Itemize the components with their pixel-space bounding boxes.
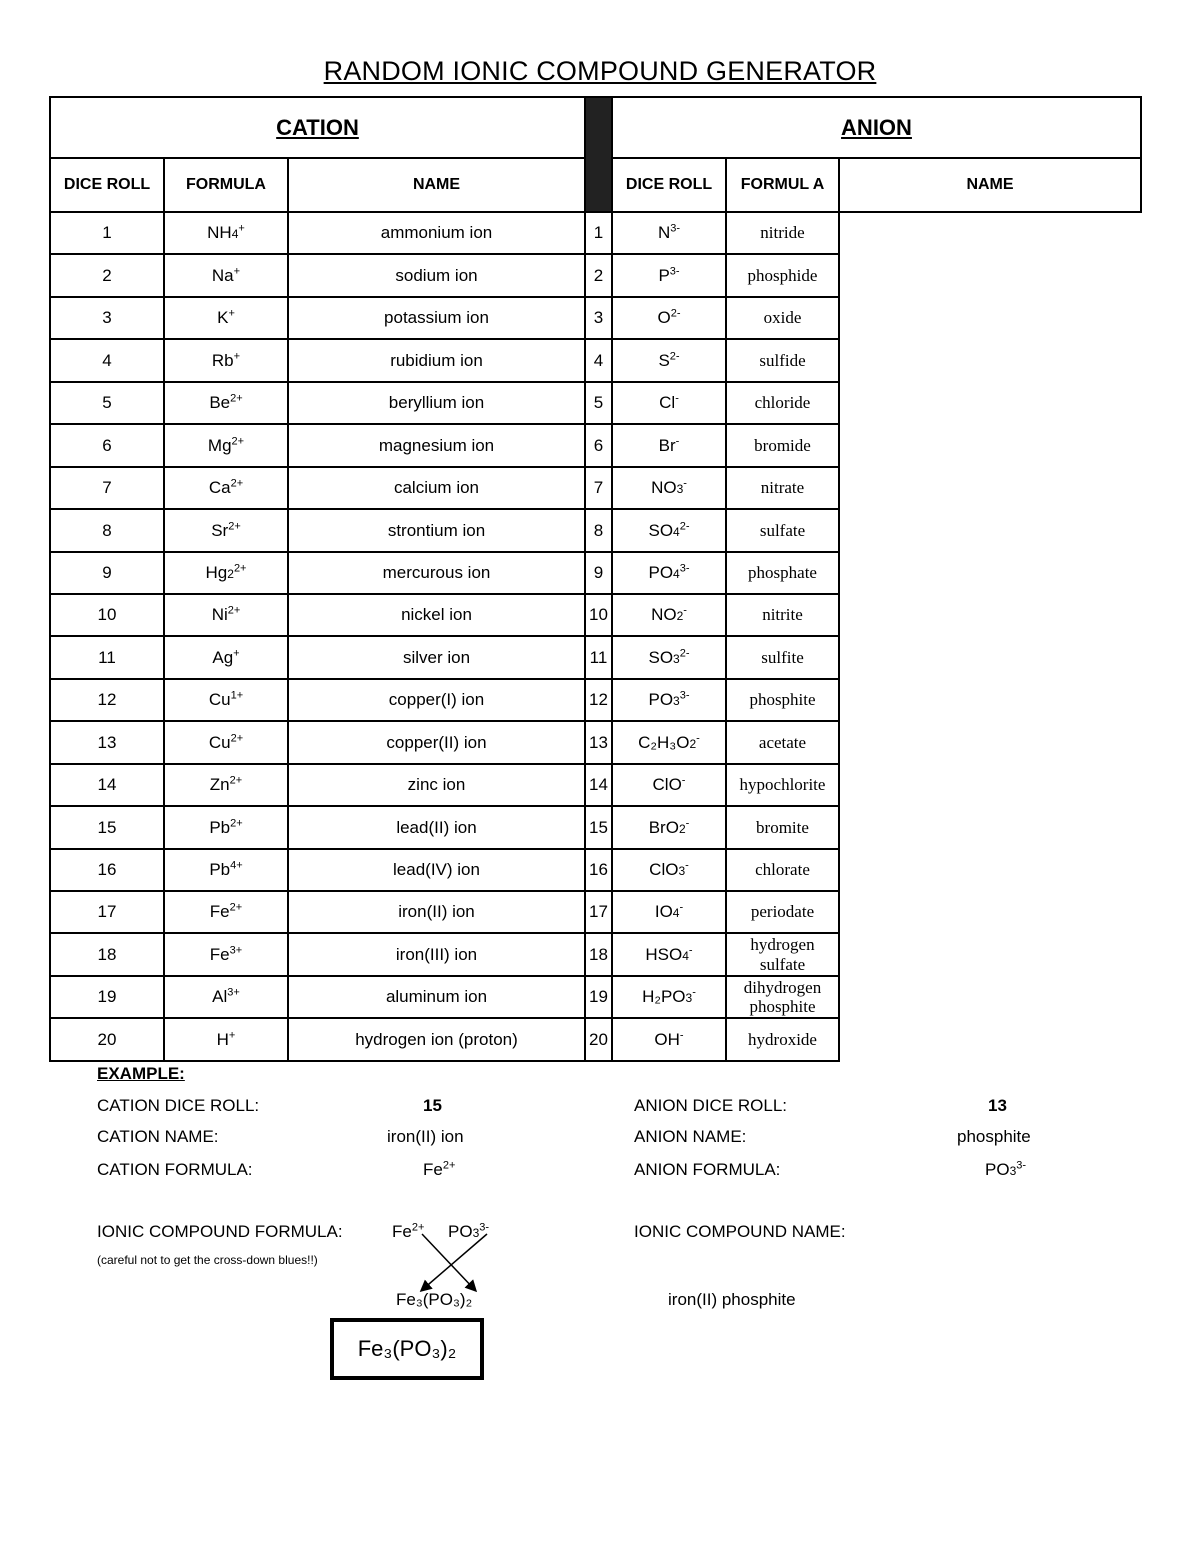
cation-formula: $Cu^{1+}$ [164, 679, 288, 721]
anion-dice-roll: 8 [585, 509, 612, 551]
anion-dice-roll: 4 [585, 339, 612, 381]
anion-name: hydroxide [726, 1018, 839, 1060]
table-row [50, 976, 1141, 1018]
table-row [50, 594, 1141, 636]
cation-formula: $Fe^{2+}$ [164, 891, 288, 933]
cation-formula: NH4+ [164, 212, 288, 254]
anion-name: phosphide [726, 254, 839, 296]
cation-name: aluminum ion [288, 976, 585, 1018]
col-header-name: NAME [288, 158, 585, 212]
final-formula: Fe₃(PO₃)₂ [357, 1336, 457, 1361]
cation-name: ammonium ion [288, 212, 585, 254]
cation-name: lead(II) ion [288, 806, 585, 848]
cation-dice-roll: 10 [50, 594, 164, 636]
anion-dice-roll: 15 [585, 806, 612, 848]
cation-name: copper(I) ion [288, 679, 585, 721]
anion-name: hypochlorite [726, 764, 839, 806]
cation-formula: $Cu^{2+}$ [164, 721, 288, 763]
cation-name: sodium ion [288, 254, 585, 296]
anion-dice-roll: 20 [585, 1018, 612, 1060]
anion-formula: $P^{3-}$ [612, 254, 726, 296]
anion-formula: H₂PO3- [612, 976, 726, 1018]
cation-dice-roll: 8 [50, 509, 164, 551]
anion-name: acetate [726, 721, 839, 763]
cation-name: potassium ion [288, 297, 585, 339]
anion-formula-label: ANION FORMULA: [634, 1160, 781, 1179]
col-header-dice-roll: DICE ROLL [612, 158, 726, 212]
cation-formula: $Ni^{2+}$ [164, 594, 288, 636]
anion-dice-roll: 7 [585, 467, 612, 509]
anion-dice-roll: 17 [585, 891, 612, 933]
cation-formula: $Ca^{2+}$ [164, 467, 288, 509]
anion-formula: OH- [612, 1018, 726, 1060]
anion-name: phosphite [726, 679, 839, 721]
cation-dice-roll: 17 [50, 891, 164, 933]
anion-name: sulfite [726, 636, 839, 678]
cation-name-value: iron(II) ion [387, 1127, 464, 1146]
cation-dice-roll: 18 [50, 933, 164, 975]
cation-formula-label: CATION FORMULA: [97, 1160, 253, 1179]
cation-dice-roll: 5 [50, 382, 164, 424]
anion-formula: $N^{3-}$ [612, 212, 726, 254]
example-heading: EXAMPLE: [97, 1064, 185, 1083]
cation-formula: $Hg2^{2+}$ [164, 552, 288, 594]
cation-name: zinc ion [288, 764, 585, 806]
cation-formula: Na+ [164, 254, 288, 296]
cation-dice-roll: 9 [50, 552, 164, 594]
cation-formula: $Zn^{2+}$ [164, 764, 288, 806]
cation-name: beryllium ion [288, 382, 585, 424]
cation-formula: H+ [164, 1018, 288, 1060]
compound-name-value: iron(II) phosphite [668, 1290, 796, 1309]
cation-formula: Ag+ [164, 636, 288, 678]
cation-formula: $Pb^{2+}$ [164, 806, 288, 848]
anion-name: nitrite [726, 594, 839, 636]
anion-dice-roll: 9 [585, 552, 612, 594]
cation-dice-roll: 1 [50, 212, 164, 254]
table-row [50, 933, 1141, 975]
cation-formula: $Al^{3+}$ [164, 976, 288, 1018]
page-title: RANDOM IONIC COMPOUND GENERATOR [323, 56, 877, 86]
anion-name: nitrate [726, 467, 839, 509]
anion-dice-roll: 1 [585, 212, 612, 254]
anion-formula: $PO4^{3-}$ [612, 552, 726, 594]
final-formula-box [330, 1318, 484, 1380]
anion-dice-roll: 2 [585, 254, 612, 296]
cross-anion: $PO3^{3-}$ [448, 1221, 490, 1241]
anion-dice-roll: 18 [585, 933, 612, 975]
cation-formula: $Mg^{2+}$ [164, 424, 288, 466]
anion-dice-roll: 3 [585, 297, 612, 339]
cation-dice-value: 15 [423, 1096, 442, 1115]
cation-name: hydrogen ion (proton) [288, 1018, 585, 1060]
table-row [50, 636, 1141, 678]
anion-dice-value: 13 [988, 1096, 1007, 1115]
cation-formula: $Sr^{2+}$ [164, 509, 288, 551]
anion-name: periodate [726, 891, 839, 933]
table-row [50, 721, 1141, 763]
cation-dice-roll: 11 [50, 636, 164, 678]
anion-formula: C₂H₃O2- [612, 721, 726, 763]
col-header-name: NAME [839, 158, 1141, 212]
anion-formula: $O^{2-}$ [612, 297, 726, 339]
anion-formula: ClO- [612, 764, 726, 806]
anion-dice-roll: 12 [585, 679, 612, 721]
cation-name: calcium ion [288, 467, 585, 509]
cation-name: silver ion [288, 636, 585, 678]
cation-dice-roll: 12 [50, 679, 164, 721]
cross-down-arrows-icon [400, 1228, 500, 1298]
compound-note: (careful not to get the cross-down blues!!) [97, 1253, 318, 1267]
anion-name: nitride [726, 212, 839, 254]
anion-name: sulfide [726, 339, 839, 381]
anion-dice-roll: 5 [585, 382, 612, 424]
cation-dice-roll: 20 [50, 1018, 164, 1060]
cation-dice-roll: 14 [50, 764, 164, 806]
compound-formula-label: IONIC COMPOUND FORMULA: [97, 1222, 343, 1241]
cation-name: copper(II) ion [288, 721, 585, 763]
anion-name: bromite [726, 806, 839, 848]
cation-name: rubidium ion [288, 339, 585, 381]
anion-formula: IO4- [612, 891, 726, 933]
column-separator [585, 97, 612, 212]
anion-formula-value: $PO3^{3-}$ [985, 1159, 1027, 1179]
col-header-dice-roll: DICE ROLL [50, 158, 164, 212]
table-row [50, 424, 1141, 466]
cation-dice-roll: 3 [50, 297, 164, 339]
anion-name: hydrogen sulfate [726, 933, 839, 975]
anion-header: ANION [612, 97, 1141, 158]
cross-cation: $Fe^{2+}$ [392, 1221, 425, 1241]
anion-dice-label: ANION DICE ROLL: [634, 1096, 788, 1115]
anion-name-value: phosphite [957, 1127, 1031, 1146]
table-row [50, 806, 1141, 848]
table-row [50, 891, 1141, 933]
cation-formula: Rb+ [164, 339, 288, 381]
table-row [50, 509, 1141, 551]
cation-formula: $Be^{2+}$ [164, 382, 288, 424]
cation-dice-roll: 13 [50, 721, 164, 763]
cation-name: lead(IV) ion [288, 849, 585, 891]
anion-dice-roll: 6 [585, 424, 612, 466]
cation-dice-roll: 6 [50, 424, 164, 466]
table-row [50, 212, 1141, 254]
anion-formula: ClO3- [612, 849, 726, 891]
anion-dice-roll: 11 [585, 636, 612, 678]
anion-formula: $SO4^{2-}$ [612, 509, 726, 551]
anion-formula: Br- [612, 424, 726, 466]
cation-dice-roll: 7 [50, 467, 164, 509]
table-row [50, 254, 1141, 296]
cation-dice-roll: 15 [50, 806, 164, 848]
cation-name: nickel ion [288, 594, 585, 636]
anion-formula: NO2- [612, 594, 726, 636]
cation-formula-value: $Fe^{2+}$ [423, 1159, 456, 1179]
anion-name: chlorate [726, 849, 839, 891]
anion-formula: HSO4- [612, 933, 726, 975]
anion-name: chloride [726, 382, 839, 424]
cation-name-label: CATION NAME: [97, 1127, 219, 1146]
cross-result-formula: Fe₃(PO₃)₂ [396, 1290, 473, 1309]
anion-dice-roll: 14 [585, 764, 612, 806]
cation-dice-roll: 19 [50, 976, 164, 1018]
table-row [50, 467, 1141, 509]
cation-dice-roll: 4 [50, 339, 164, 381]
anion-formula: $S^{2-}$ [612, 339, 726, 381]
table-row [50, 382, 1141, 424]
anion-name: dihydrogen phosphite [726, 976, 839, 1018]
anion-name: phosphate [726, 552, 839, 594]
anion-dice-roll: 10 [585, 594, 612, 636]
cation-dice-roll: 2 [50, 254, 164, 296]
anion-dice-roll: 13 [585, 721, 612, 763]
col-header-formula: FORMUL A [726, 158, 839, 212]
compound-name-label: IONIC COMPOUND NAME: [634, 1222, 846, 1241]
cation-name: strontium ion [288, 509, 585, 551]
cation-formula: $Pb^{4+}$ [164, 849, 288, 891]
cation-name: iron(II) ion [288, 891, 585, 933]
cation-dice-label: CATION DICE ROLL: [97, 1096, 260, 1115]
cation-formula: $Fe^{3+}$ [164, 933, 288, 975]
table-row [50, 764, 1141, 806]
anion-dice-roll: 19 [585, 976, 612, 1018]
anion-name: sulfate [726, 509, 839, 551]
cation-name: mercurous ion [288, 552, 585, 594]
anion-formula: BrO2- [612, 806, 726, 848]
table-row [50, 552, 1141, 594]
anion-formula: NO3- [612, 467, 726, 509]
ion-table [49, 96, 1142, 1062]
anion-name-label: ANION NAME: [634, 1127, 747, 1146]
table-row [50, 679, 1141, 721]
cation-formula: K+ [164, 297, 288, 339]
anion-formula: $PO3^{3-}$ [612, 679, 726, 721]
anion-dice-roll: 16 [585, 849, 612, 891]
anion-formula: Cl- [612, 382, 726, 424]
cation-name: iron(III) ion [288, 933, 585, 975]
table-row [50, 849, 1141, 891]
cation-header: CATION [50, 97, 585, 158]
anion-formula: $SO3^{2-}$ [612, 636, 726, 678]
cation-name: magnesium ion [288, 424, 585, 466]
anion-name: bromide [726, 424, 839, 466]
table-row [50, 297, 1141, 339]
anion-name: oxide [726, 297, 839, 339]
table-row [50, 1018, 1141, 1060]
table-row [50, 339, 1141, 381]
cation-dice-roll: 16 [50, 849, 164, 891]
col-header-formula: FORMULA [164, 158, 288, 212]
